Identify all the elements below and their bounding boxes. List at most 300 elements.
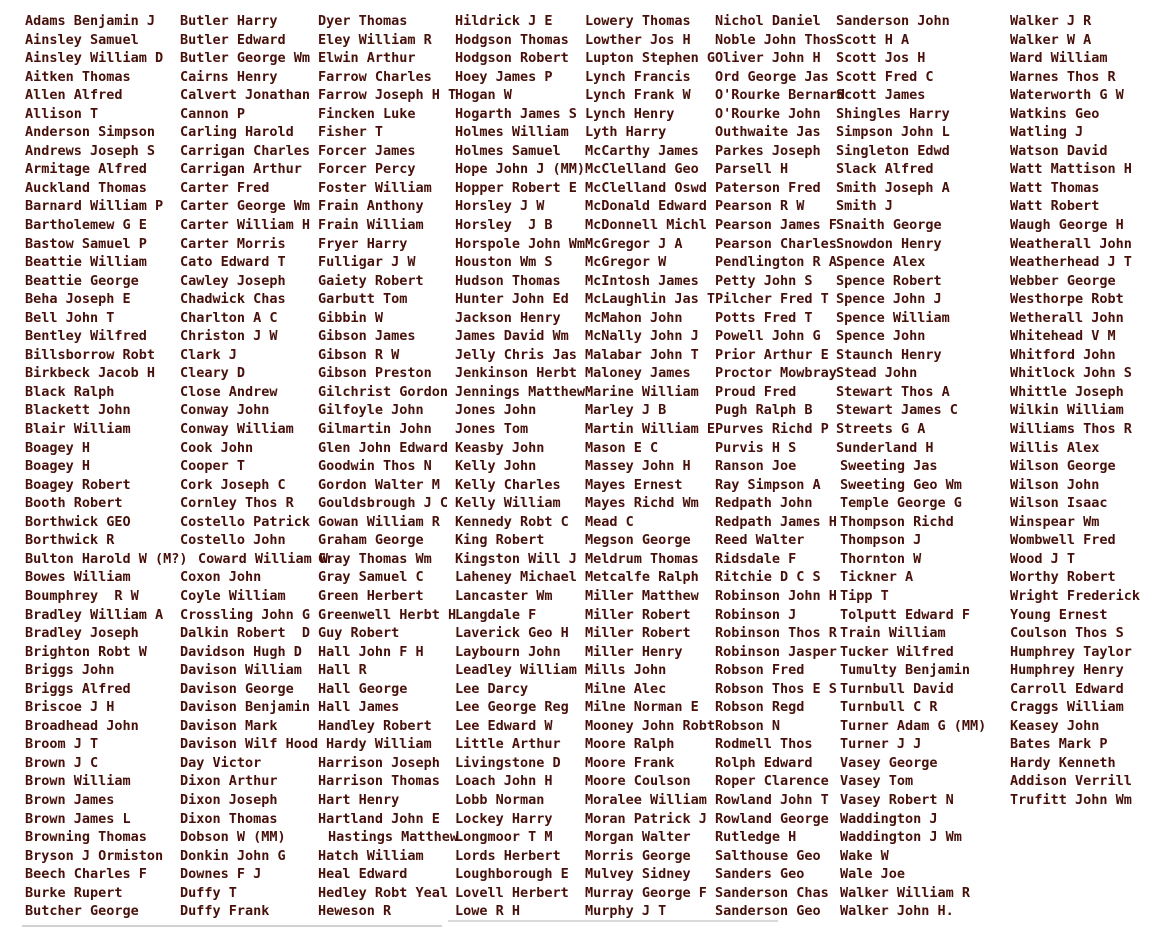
name-entry: Brown J C	[25, 754, 99, 771]
name-entry: Robinson John H	[715, 587, 837, 604]
name-entry: Hall James	[318, 699, 400, 716]
name-entry: Wilkin William	[1010, 402, 1124, 419]
name-entry: Sanderson John	[836, 13, 950, 29]
name-entry: Cleary D	[180, 365, 246, 382]
name-entry: Murphy J T	[585, 903, 667, 920]
name-entry: Dixon Arthur	[180, 773, 278, 790]
name-entry: Hudson Thomas	[455, 272, 561, 289]
name-entry: Little Arthur	[455, 736, 561, 753]
name-entry: Coulson Thos S	[1010, 625, 1124, 642]
name-entry: Gaiety Robert	[318, 272, 424, 289]
name-entry: Lords Herbert	[455, 847, 561, 864]
name-entry: Dyer Thomas	[318, 13, 408, 29]
name-entry: Watt Mattison H	[1010, 161, 1132, 178]
name-entry: Ritchie D C S	[715, 569, 821, 586]
name-entry: Duffy T	[180, 884, 237, 901]
name-entry: Hildrick J E	[455, 13, 553, 29]
name-entry: Pugh Ralph B	[715, 402, 813, 419]
name-entry: Walker J R	[1010, 13, 1092, 29]
name-entry: Calvert Jonathan	[180, 87, 311, 104]
name-entry: Charlton A C	[180, 309, 278, 326]
name-entry: Gibson James	[318, 328, 416, 345]
name-entry: Hedley Robt Yeal	[318, 884, 449, 901]
name-entry: Eley William R	[318, 31, 432, 48]
name-entry: Hope John J (MM)	[455, 161, 586, 178]
name-column-3	[318, 12, 458, 921]
name-entry: Blackett John	[25, 402, 131, 419]
name-entry: Vasey George	[840, 754, 938, 771]
name-entry: Mooney John Robt	[585, 717, 716, 734]
name-entry: Lockey Harry	[455, 810, 553, 827]
name-entry: Graham George	[318, 532, 424, 549]
name-entry: Laverick Geo H	[455, 625, 569, 642]
name-entry: Moore Ralph	[585, 736, 675, 753]
name-entry: Bradley William A	[25, 606, 164, 623]
name-entry: Hall John F H	[318, 643, 424, 660]
name-entry: Rutledge H	[715, 829, 797, 846]
name-entry: Tickner A	[840, 569, 914, 586]
name-entry: Snaith George	[836, 217, 942, 234]
name-entry: Jennings Matthew	[455, 383, 586, 400]
name-entry: Worthy Robert	[1010, 569, 1116, 586]
name-entry: Davison Wilf Hood	[180, 736, 319, 753]
name-entry: Borthwick R	[25, 532, 115, 549]
name-entry: Tipp T	[840, 587, 889, 604]
name-entry: Bentley Wilfred	[25, 328, 147, 345]
name-entry: Mulvey Sidney	[585, 866, 691, 883]
name-entry: Tumulty Benjamin	[840, 662, 971, 679]
name-entry: Butler George Wm	[180, 50, 311, 67]
name-entry: Keasey John	[1010, 717, 1100, 734]
name-entry: Wilson John	[1010, 476, 1100, 493]
name-entry: Prior Arthur E	[715, 346, 829, 363]
name-entry: Beha Joseph E	[25, 291, 131, 308]
name-entry: McDonnell Michl	[585, 217, 707, 234]
name-entry: Wetherall John	[1010, 309, 1124, 326]
name-entry: Carrigan Charles	[180, 142, 311, 159]
name-entry: Lovell Herbert	[455, 884, 569, 901]
name-entry: Forcer James	[318, 142, 416, 159]
name-entry: Whitehead V M	[1010, 328, 1116, 345]
name-entry: Lee George Reg	[455, 699, 569, 716]
name-entry: Laybourn John	[455, 643, 561, 660]
name-entry: Jenkinson Herbt	[455, 365, 577, 382]
name-entry: Borthwick GEO	[25, 513, 131, 530]
name-entry: Hodgson Thomas	[455, 31, 569, 48]
name-entry: Kelly Charles	[455, 476, 561, 493]
name-entry: Mayes Richd Wm	[585, 495, 699, 512]
name-entry: Waddington J	[840, 810, 938, 827]
name-entry: Westhorpe Robt	[1010, 291, 1124, 308]
name-entry: O'Rourke John	[715, 105, 821, 122]
name-entry: Andrews Joseph S	[25, 142, 156, 159]
name-entry: Marley J B	[585, 402, 667, 419]
name-entry: Maloney James	[585, 365, 691, 382]
name-entry: Downes F J	[180, 866, 262, 883]
name-entry: Mead C	[585, 513, 634, 530]
name-entry: Walker W A	[1010, 31, 1092, 48]
name-entry: Watkins Geo	[1010, 105, 1100, 122]
name-entry: Farrow Joseph H T	[318, 87, 457, 104]
name-entry: Anderson Simpson	[25, 124, 156, 141]
name-entry: Vasey Robert N	[840, 791, 954, 808]
name-entry: Boagey H	[25, 458, 91, 475]
name-entry: Thompson Richd	[840, 513, 954, 530]
page-edge-line	[22, 925, 442, 927]
name-entry: Spence William	[836, 309, 950, 326]
name-entry: Duffy Frank	[180, 903, 270, 920]
name-entry: Noble John Thos	[715, 31, 837, 48]
name-entry: Martin William E	[585, 421, 716, 438]
name-entry: Lowery Thomas	[585, 13, 691, 29]
name-entry: Purves Richd P	[715, 421, 829, 438]
name-entry: Livingstone D	[455, 754, 561, 771]
name-entry: Gordon Walter M	[318, 476, 440, 493]
name-entry: Parkes Joseph	[715, 142, 821, 159]
name-entry: Williams Thos R	[1010, 421, 1132, 438]
name-entry: Fincken Luke	[318, 105, 416, 122]
name-entry: Lobb Norman	[455, 791, 545, 808]
name-entry: Kelly William	[455, 495, 561, 512]
name-entry: Gibbin W	[318, 309, 384, 326]
name-entry: Murray George F	[585, 884, 707, 901]
name-entry: Armitage Alfred	[25, 161, 147, 178]
name-entry: Davison Mark	[180, 717, 278, 734]
name-entry: Cato Edward T	[180, 254, 286, 271]
name-entry: Donkin John G	[180, 847, 286, 864]
name-entry: Loughborough E	[455, 866, 569, 883]
name-column-7	[836, 12, 986, 921]
name-entry: Paterson Fred	[715, 179, 821, 196]
name-entry: Potts Fred T	[715, 309, 813, 326]
name-entry: Reed Walter	[715, 532, 805, 549]
name-entry: Jones Tom	[455, 421, 529, 438]
name-entry: Stead John	[836, 365, 918, 382]
name-entry: Brighton Robt W	[25, 643, 147, 660]
name-entry: Briscoe J H	[25, 699, 115, 716]
name-entry: Whitford John	[1010, 346, 1116, 363]
name-entry: Forcer Percy	[318, 161, 416, 178]
name-entry: Spence John	[836, 328, 926, 345]
name-entry: Powell John G	[715, 328, 821, 345]
name-entry: Briggs Alfred	[25, 680, 131, 697]
name-entry: Hartland John E	[318, 810, 440, 827]
name-entry: Carter Morris	[180, 235, 286, 252]
name-entry: Cooper T	[180, 458, 246, 475]
name-entry: Allison T	[25, 105, 99, 122]
name-entry: Watson David	[1010, 142, 1108, 159]
name-entry: Tucker Wilfred	[840, 643, 954, 660]
name-entry: Sanderson Chas	[715, 884, 829, 901]
name-entry: Lancaster Wm	[455, 587, 553, 604]
name-entry: Gray Thomas Wm	[318, 550, 432, 567]
name-entry: Hogan W	[455, 87, 512, 104]
name-entry: Davison George	[180, 680, 294, 697]
name-entry: Simpson John L	[836, 124, 950, 141]
name-entry: Scott H A	[836, 31, 910, 48]
name-entry: Ainsley Samuel	[25, 31, 139, 48]
name-entry: Christon J W	[180, 328, 278, 345]
name-entry: Cawley Joseph	[180, 272, 286, 289]
name-entry: Hodgson Robert	[455, 50, 569, 67]
name-entry: Sunderland H	[836, 439, 934, 456]
name-entry: Robson Regd	[715, 699, 805, 716]
name-entry: Ainsley William D	[25, 50, 164, 67]
name-entry: Turner Adam G (MM)	[840, 717, 987, 734]
name-entry: Miller Matthew	[585, 587, 699, 604]
name-entry: McLaughlin Jas T	[585, 291, 716, 308]
name-entry: Hopper Robert E	[455, 179, 577, 196]
name-entry: Sweeting Geo Wm	[840, 476, 962, 493]
name-entry: Boumphrey R W	[25, 587, 139, 604]
name-entry: Dixon Joseph	[180, 791, 278, 808]
name-entry: Redpath James H	[715, 513, 837, 530]
name-entry: Black Ralph	[25, 383, 115, 400]
name-entry: Trufitt John Wm	[1010, 791, 1132, 808]
name-entry: McGregor J A	[585, 235, 683, 252]
name-entry: McClelland Geo	[585, 161, 699, 178]
name-entry: Walker John H.	[840, 903, 954, 920]
name-entry: Milne Alec	[585, 680, 667, 697]
name-entry: Cannon P	[180, 105, 246, 122]
name-entry: Kingston Will J	[455, 550, 577, 567]
name-entry: Close Andrew	[180, 383, 278, 400]
name-entry: Salthouse Geo	[715, 847, 821, 864]
name-entry: Mills John	[585, 662, 667, 679]
name-entry: Butler Harry	[180, 13, 278, 29]
name-entry: Walker William R	[840, 884, 971, 901]
name-entry: McClelland Oswd	[585, 179, 707, 196]
name-entry: Willis Alex	[1010, 439, 1100, 456]
name-entry: Bradley Joseph	[25, 625, 139, 642]
name-entry: Glen John Edward	[318, 439, 449, 456]
name-entry: Addison Verrill	[1010, 773, 1132, 790]
name-entry: Watt Thomas	[1010, 179, 1100, 196]
name-entry: Shingles Harry	[836, 105, 950, 122]
name-entry: Waddington J Wm	[840, 829, 962, 846]
name-entry: Dalkin Robert D	[180, 625, 311, 642]
name-entry: Watling J	[1010, 124, 1084, 141]
name-entry: Scott James	[836, 87, 926, 104]
name-entry: Proud Fred	[715, 383, 797, 400]
name-entry: Hunter John Ed	[455, 291, 569, 308]
name-entry: Garbutt Tom	[318, 291, 408, 308]
name-entry: Sanderson Geo	[715, 903, 821, 920]
name-entry: Auckland Thomas	[25, 179, 147, 196]
name-entry: Staunch Henry	[836, 346, 942, 363]
name-entry: Houston Wm S	[455, 254, 553, 271]
name-entry: Holmes Samuel	[455, 142, 561, 159]
name-entry: Turner J J	[840, 736, 922, 753]
name-entry: Thornton W	[840, 550, 922, 567]
name-entry: Spence John J	[836, 291, 942, 308]
name-entry: Humphrey Henry	[1010, 662, 1124, 679]
name-entry: McMahon John	[585, 309, 683, 326]
name-entry: Costello Patrick	[180, 513, 311, 530]
name-entry: Bulton Harold W (M?)	[25, 550, 188, 567]
name-entry: Moore Coulson	[585, 773, 691, 790]
name-entry: Cornley Thos R	[180, 495, 294, 512]
name-entry: Pearson R W	[715, 198, 805, 215]
name-entry: Kennedy Robt C	[455, 513, 569, 530]
name-entry: Boagey H	[25, 439, 91, 456]
name-entry: Heal Edward	[318, 866, 408, 883]
name-entry: Young Ernest	[1010, 606, 1108, 623]
name-entry: Robinson Jasper	[715, 643, 837, 660]
name-entry: Vasey Tom	[840, 773, 914, 790]
name-entry: Hardy William	[326, 736, 432, 753]
name-entry: Lee Darcy	[455, 680, 529, 697]
name-entry: Petty John S	[715, 272, 813, 289]
name-entry: Adams Benjamin J	[25, 13, 156, 29]
name-entry: Jelly Chris Jas	[455, 346, 577, 363]
name-entry: James David Wm	[455, 328, 569, 345]
name-entry: Handley Robert	[318, 717, 432, 734]
name-entry: Langdale F	[455, 606, 537, 623]
name-entry: Stewart James C	[836, 402, 958, 419]
name-entry: Aitken Thomas	[25, 68, 131, 85]
name-entry: Pilcher Fred T	[715, 291, 829, 308]
name-entry: Wombwell Fred	[1010, 532, 1116, 549]
name-entry: Dobson W (MM)	[180, 829, 286, 846]
name-entry: Scott Fred C	[836, 68, 934, 85]
name-entry: Frain Anthony	[318, 198, 424, 215]
name-entry: Blair William	[25, 421, 131, 438]
name-entry: Jackson Henry	[455, 309, 561, 326]
name-entry: Horsley J W	[455, 198, 545, 215]
name-column-5	[585, 12, 715, 921]
name-entry: Purvis H S	[715, 439, 797, 456]
name-entry: Meldrum Thomas	[585, 550, 699, 567]
name-entry: Brown William	[25, 773, 131, 790]
name-entry: Gilmartin John	[318, 421, 432, 438]
name-entry: Streets G A	[836, 421, 926, 438]
name-entry: Slack Alfred	[836, 161, 934, 178]
name-entry: Green Herbert	[318, 587, 424, 604]
name-entry: Browning Thomas	[25, 829, 147, 846]
name-entry: Bartholemew G E	[25, 217, 147, 234]
name-entry: Ord George Jas	[715, 68, 829, 85]
name-entry: Hastings Matthew	[328, 829, 459, 846]
name-entry: Nichol Daniel	[715, 13, 821, 29]
name-entry: Cork Joseph C	[180, 476, 286, 493]
name-entry: Snowdon Henry	[836, 235, 942, 252]
name-entry: Robson Fred	[715, 662, 805, 679]
name-entry: Thompson J	[840, 532, 922, 549]
name-entry: King Robert	[455, 532, 545, 549]
name-entry: Lyth Harry	[585, 124, 667, 141]
name-entry: Massey John H	[585, 458, 691, 475]
name-entry: Greenwell Herbt H	[318, 606, 457, 623]
name-entry: Oliver John H	[715, 50, 821, 67]
name-entry: Wale Joe	[840, 866, 906, 883]
name-entry: Weatherall John	[1010, 235, 1132, 252]
name-entry: Jones John	[455, 402, 537, 419]
name-entry: Bowes William	[25, 569, 131, 586]
name-entry: Briggs John	[25, 662, 115, 679]
page-edge-line	[448, 920, 778, 922]
name-entry: Heweson R	[318, 903, 392, 920]
name-entry: Waterworth G W	[1010, 87, 1124, 104]
name-entry: Whittle Joseph	[1010, 383, 1124, 400]
name-entry: Billsborrow Robt	[25, 346, 156, 363]
name-entry: Hall R	[318, 662, 367, 679]
name-entry: Loach John H	[455, 773, 553, 790]
name-entry: Ward William	[1010, 50, 1108, 67]
name-entry: Butler Edward	[180, 31, 286, 48]
name-entry: Miller Robert	[585, 625, 691, 642]
name-entry: Harrison Thomas	[318, 773, 440, 790]
name-entry: McDonald Edward	[585, 198, 707, 215]
name-entry: Gilfoyle John	[318, 402, 424, 419]
name-entry: Lee Edward W	[455, 717, 553, 734]
name-entry: Wood J T	[1010, 550, 1076, 567]
name-entry: Scott Jos H	[836, 50, 926, 67]
name-entry: Gilchrist Gordon	[318, 383, 449, 400]
name-entry: Longmoor T M	[455, 829, 553, 846]
name-entry: Redpath John	[715, 495, 813, 512]
name-entry: Dixon Thomas	[180, 810, 278, 827]
name-entry: Booth Robert	[25, 495, 123, 512]
name-entry: Lowe R H	[455, 903, 521, 920]
name-entry: Spence Alex	[836, 254, 926, 271]
name-entry: Gibson R W	[318, 346, 400, 363]
name-entry: Hart Henry	[318, 791, 400, 808]
name-entry: Elwin Arthur	[318, 50, 416, 67]
name-entry: Whitlock John S	[1010, 365, 1132, 382]
name-entry: Robinson J	[715, 606, 797, 623]
name-entry: Broom J T	[25, 736, 99, 753]
name-entry: Hogarth James S	[455, 105, 577, 122]
name-entry: Robinson Thos R	[715, 625, 837, 642]
name-entry: Conway John	[180, 402, 270, 419]
name-entry: Craggs William	[1010, 699, 1124, 716]
name-entry: Temple George G	[840, 495, 962, 512]
name-column-6	[715, 12, 845, 921]
name-entry: Laheney Michael	[455, 569, 577, 586]
name-entry: Butcher George	[25, 903, 139, 920]
name-entry: Sanders Geo	[715, 866, 805, 883]
name-entry: Train William	[840, 625, 946, 642]
name-entry: Sweeting Jas	[840, 458, 938, 475]
name-entry: Barnard William P	[25, 198, 164, 215]
name-entry: Pearson James F	[715, 217, 837, 234]
name-entry: Holmes William	[455, 124, 569, 141]
name-entry: Stewart Thos A	[836, 383, 950, 400]
name-entry: Cairns Henry	[180, 68, 278, 85]
name-entry: Winspear Wm	[1010, 513, 1100, 530]
name-entry: Miller Henry	[585, 643, 683, 660]
name-entry: Mason E C	[585, 439, 659, 456]
name-entry: Morgan Walter	[585, 829, 691, 846]
name-entry: Coward William W	[198, 550, 329, 567]
name-entry: Brown James	[25, 791, 115, 808]
name-entry: Frain William	[318, 217, 424, 234]
name-entry: Carter William H	[180, 217, 311, 234]
name-entry: Malabar John T	[585, 346, 699, 363]
name-entry: Guy Robert	[318, 625, 400, 642]
name-entry: Gibson Preston	[318, 365, 432, 382]
name-entry: Davison Benjamin	[180, 699, 311, 716]
name-entry: McIntosh James	[585, 272, 699, 289]
name-entry: Ranson Joe	[715, 458, 797, 475]
name-entry: Davidson Hugh D	[180, 643, 302, 660]
name-entry: Megson George	[585, 532, 691, 549]
name-entry: Roper Clarence	[715, 773, 829, 790]
name-column-1	[25, 12, 188, 921]
name-entry: Beech Charles F	[25, 866, 147, 883]
name-column-4	[455, 12, 585, 921]
